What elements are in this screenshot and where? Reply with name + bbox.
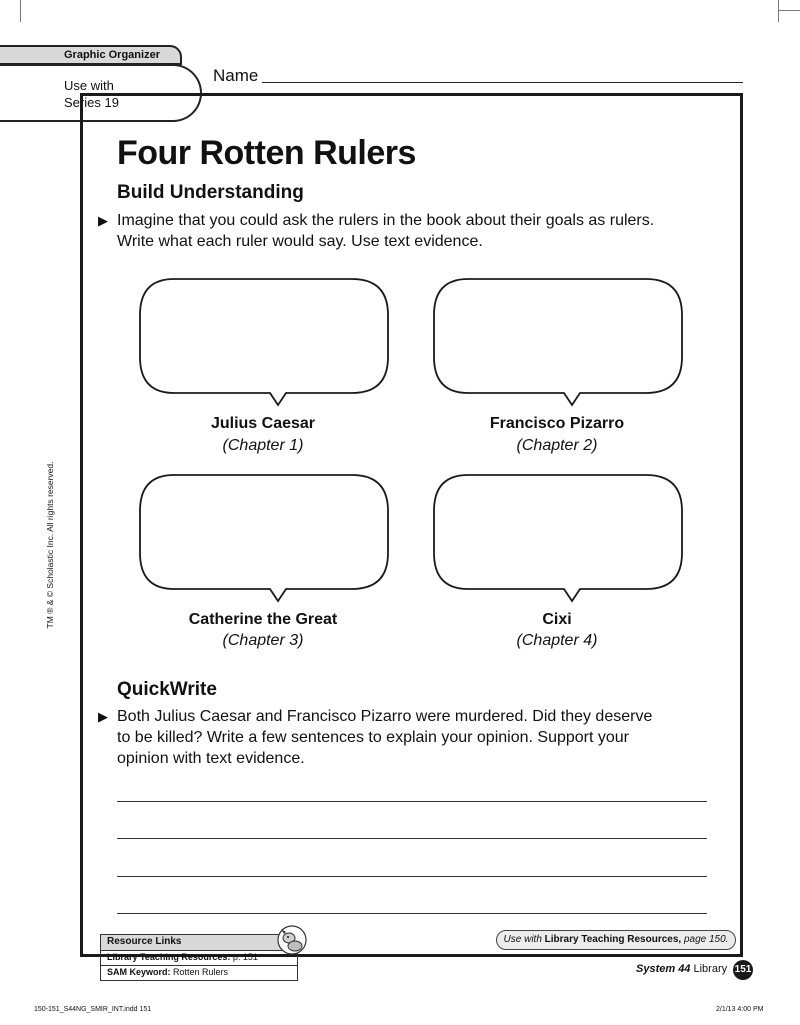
ruler-name: Catherine the Great: [188, 611, 338, 628]
ruler-chapter: (Chapter 4): [516, 632, 598, 649]
page-number: 151: [733, 960, 753, 980]
date-slug: 2/1/13 4:00 PM: [716, 1006, 764, 1013]
series-label: Series 19: [64, 95, 119, 110]
file-slug: 150-151_S44NG_SMIR_INT.indd 151: [34, 1006, 152, 1013]
ruler-chapter: (Chapter 2): [516, 437, 598, 454]
instruction-line: opinion with text evidence.: [117, 750, 305, 767]
pill-bold: Library Teaching Resources,: [544, 934, 682, 945]
ruler-name: Julius Caesar: [210, 415, 316, 432]
ruler-name: Cixi: [542, 611, 572, 628]
library-label: Library: [690, 963, 728, 975]
use-with-label: Use with: [64, 78, 114, 93]
graphic-organizer-label: Graphic Organizer: [64, 49, 160, 61]
writing-line[interactable]: [117, 801, 707, 802]
pill-suffix: page 150.: [681, 934, 729, 945]
name-field[interactable]: [262, 82, 743, 83]
writing-line[interactable]: [117, 838, 707, 839]
resource-row-label: SAM Keyword:: [107, 967, 171, 977]
instruction-line: to be killed? Write a few sentences to explain your opinion. Support your: [117, 729, 629, 746]
resource-row-label: Library Teaching Resources:: [107, 952, 231, 962]
writing-line[interactable]: [117, 913, 707, 914]
resource-row-value: Rotten Rulers: [170, 967, 229, 977]
speech-bubble-julius-caesar[interactable]: [138, 277, 390, 407]
instruction-line: Both Julius Caesar and Francisco Pizarro were murdered. Did they deserve: [117, 708, 653, 725]
resource-links-row: [101, 951, 297, 966]
speech-bubble-cixi[interactable]: [432, 473, 684, 603]
resource-links-box: [100, 934, 298, 981]
ruler-name: Francisco Pizarro: [489, 415, 625, 432]
speech-bubble-catherine-the-great[interactable]: [138, 473, 390, 603]
crop-mark: [778, 0, 779, 22]
use-with-resources-note: [496, 930, 736, 950]
bullet-triangle-icon: ▶: [98, 213, 108, 228]
copyright-notice: TM ® & © Scholastic Inc. All rights reserved.: [45, 461, 55, 629]
ruler-chapter: (Chapter 3): [222, 632, 304, 649]
instruction-line: Write what each ruler would say. Use text evidence.: [117, 233, 483, 250]
crop-mark: [20, 0, 21, 22]
series-footer: [636, 963, 727, 975]
graphic-organizer-tab: [0, 45, 182, 65]
dog-mascot-icon: [274, 924, 310, 956]
resource-row-value: p. 151: [230, 952, 258, 962]
speech-bubble-francisco-pizarro[interactable]: [432, 277, 684, 407]
page-title: Four Rotten Rulers: [117, 134, 416, 172]
quickwrite-heading: QuickWrite: [117, 679, 217, 700]
resource-links-heading: Resource Links: [101, 935, 297, 951]
pill-prefix: Use with: [503, 934, 545, 945]
instruction-line: Imagine that you could ask the rulers in the book about their goals as rulers.: [117, 212, 655, 229]
series-name: System 44: [636, 963, 691, 975]
ruler-chapter: (Chapter 1): [222, 437, 304, 454]
resource-links-row: [101, 966, 297, 980]
name-label: Name: [213, 66, 259, 85]
writing-line[interactable]: [117, 876, 707, 877]
crop-mark: [778, 10, 800, 11]
bullet-triangle-icon: ▶: [98, 709, 108, 724]
build-understanding-heading: Build Understanding: [117, 182, 304, 203]
